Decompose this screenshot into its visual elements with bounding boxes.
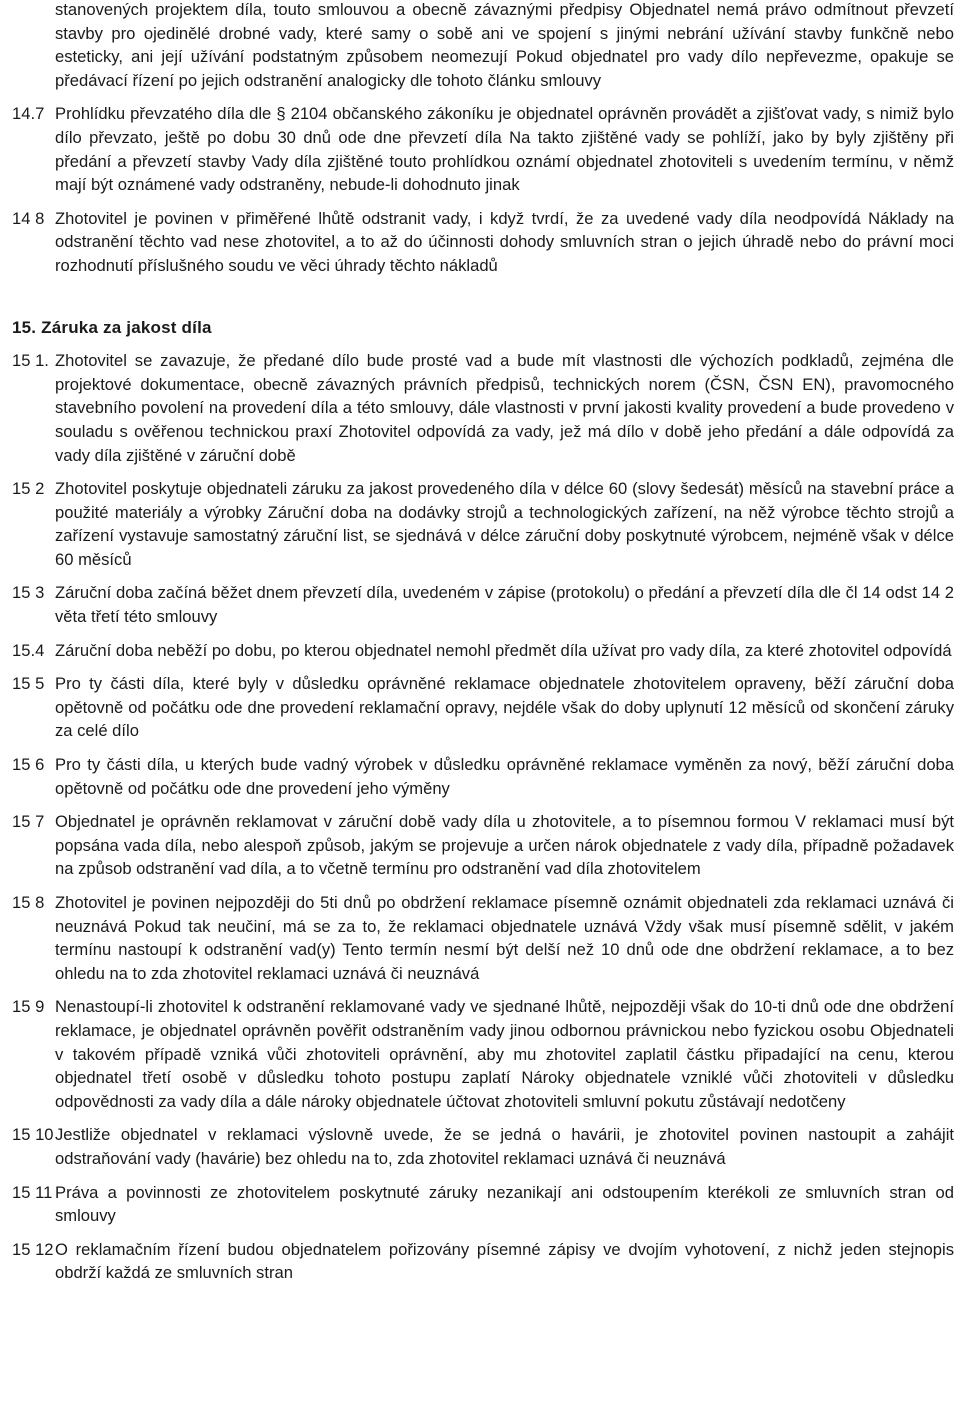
paragraph-number: 15 11 <box>12 1182 53 1202</box>
section-14-paragraphs <box>12 102 954 277</box>
paragraph-number: 15 9 <box>12 997 45 1017</box>
paragraph-text: Prohlídku převzatého díla dle § 2104 občanského zákoníku je objednatel oprávněn provádět a zjišťovat vady, s nimiž bylo dílo převzato, ještě po dobu 30 dnů ode dne převzetí díla Na takto zjištěné vady se pohlíží, jako by byly zjištěny při předání a převzetí stavby Vady díla zjištěné touto prohlídkou oznámí objednatel zhotoviteli s uvedením termínu, v němž mají být oznámené vady odstraněny, nebude-li dohodnuto jinak <box>55 104 954 195</box>
paragraph-text: Záruční doba začíná běžet dnem převzetí díla, uvedeném v zápise (protokolu) o předání a převzetí díla dle čl 14 odst 14 2 věta třetí této smlouvy <box>55 583 954 627</box>
paragraph-number: 15 2 <box>12 479 45 499</box>
paragraph-15-4 <box>12 639 954 663</box>
paragraph-number: 15.4 <box>12 640 45 660</box>
paragraph-15-6 <box>12 753 954 800</box>
paragraph-text: Zhotovitel je povinen v přiměřené lhůtě odstranit vady, i když tvrdí, že za uvedené vady díla neodpovídá Náklady na odstranění těchto vad nese zhotovitel, a to až do účinnosti dohody smluvních stran o jejich úhradě nebo do právní moci rozhodnutí příslušného soudu ve věci úhrady těchto nákladů <box>55 208 954 275</box>
paragraph-number: 15 1. <box>12 351 49 371</box>
paragraph-number: 15 12 <box>12 1239 54 1259</box>
paragraph-15-12 <box>12 1238 954 1285</box>
paragraph-text: Práva a povinnosti ze zhotovitelem poskytnuté záruky nezanikají ani odstoupením kterékoli ze smluvních stran od smlouvy <box>55 1182 954 1226</box>
paragraph-text: Jestliže objednatel v reklamaci výslovně uvede, že se jedná o havárii, je zhotovitel povinen nastoupit a zahájit odstraňování vady (havárie) bez ohledu na to, zda zhotovitel reklamaci uznává či neuznává <box>55 1125 954 1168</box>
paragraph-text: Objednatel je oprávněn reklamovat v záruční době vady díla u zhotovitele, a to písemnou formou V reklamaci musí být popsána vada díla, nebo alespoň způsob, jakým se projevuje a určen nárok objednatele z vady díla, případně požadavek na způsob odstranění vad díla, a to včetně termínu pro odstranění vad díla zhotovitelem <box>55 812 954 879</box>
paragraph-number: 15 3 <box>12 583 45 603</box>
paragraph-15-11 <box>12 1181 954 1228</box>
paragraph-15-8 <box>12 891 954 985</box>
paragraph-15-1 <box>12 349 954 467</box>
paragraph-number: 15 7 <box>12 812 45 832</box>
paragraph-15-9 <box>12 995 954 1113</box>
paragraph-14-7 <box>12 102 954 196</box>
paragraph-text: Záruční doba neběží po dobu, po kterou objednatel nemohl předmět díla užívat pro vady díla, za které zhotovitel odpovídá <box>55 640 952 660</box>
paragraph-text: O reklamačním řízení budou objednatelem pořizovány písemné zápisy ve dvojím vyhotovení, z nichž jeden stejnopis obdrží každá ze smluvních stran <box>55 1239 954 1283</box>
paragraph-14-8 <box>12 207 954 278</box>
section-15-paragraphs <box>12 349 954 1285</box>
paragraph-15-2 <box>12 477 954 571</box>
paragraph-15-10 <box>12 1123 954 1170</box>
paragraph-15-7 <box>12 810 954 881</box>
paragraph-text: Pro ty části díla, u kterých bude vadný výrobek v důsledku oprávněné reklamace vyměněn za nový, běží záruční doba opětovně od počátku ode dne provedení jeho výměny <box>55 755 954 798</box>
paragraph-number: 15 8 <box>12 893 45 912</box>
section-15-heading: 15. Záruka za jakost díla <box>12 317 212 337</box>
paragraph-text: Pro ty části díla, které byly v důsledku oprávněné reklamace objednatele zhotovitelem opraveny, běží záruční doba opětovně od počátku ode dne provedení reklamační opravy, nejdéle však do doby uplynutí 12 měsíců od skončení záruky za celé dílo <box>55 674 954 741</box>
paragraph-number: 14 8 <box>12 208 45 228</box>
paragraph-number: 15 6 <box>12 755 45 775</box>
paragraph-text: Nenastoupí-li zhotovitel k odstranění reklamované vady ve sjednané lhůtě, nejpozději však do 10-ti dnů ode dne obdržení reklamace, je objednatel oprávněn pověřit odstraněním vady jinou odbornou právnickou nebo fyzickou osobu Objednateli v takovém případě vzniká vůči zhotoviteli oprávnění, aby mu zhotovitel zaplatil částku připadající na cenu, kterou objednatel třetí osobě v důsledku tohoto postupu zaplatí Nároky objednatele vzniklé vůči zhotoviteli v důsledku odpovědnosti za vady díla a dále nároky objednatele účtovat zhotoviteli smluvní pokutu zůstávají nedotčeny <box>55 997 954 1111</box>
paragraph-number: 15 5 <box>12 674 45 694</box>
paragraph-number: 14.7 <box>12 104 45 124</box>
paragraph-text: Zhotovitel poskytuje objednateli záruku za jakost provedeného díla v délce 60 (slovy šedesát) měsíců na stavební práce a použité materiály a výrobky Záruční doba na dodávky strojů a technologických zařízení, na něž výrobce těchto strojů a zařízení vystavuje samostatný záruční list, se sjednává v délce záruční doby poskytnuté výrobcem, nejméně však v délce 60 měsíců <box>55 479 954 569</box>
paragraph-text: Zhotovitel se zavazuje, že předané dílo bude prosté vad a bude mít vlastnosti dle výchozích podkladů, zejména dle projektové dokumentace, obecně závazných právních předpisů, technických norem (ČSN, ČSN EN), pravomocného stavebního povolení na provedení díla a této smlouvy, dále vlastnosti v první jakosti kvality provedení a bude provedeno v souladu s ověřenou technickou praxí Zhotovitel odpovídá za vady, jež má dílo v době jeho předání a dále odpovídá za vady díla zjištěné v záruční době <box>55 351 954 465</box>
paragraph-number: 15 10 <box>12 1125 54 1145</box>
intro-paragraph: stanovených projektem díla, touto smlouvou a obecně závaznými předpisy Objednatel nemá právo odmítnout převzetí stavby pro ojedinělé drobné vady, které samy o sobě ani ve spojení s jinými nebrání užívání stavby funkčně nebo esteticky, ani její užívání podstatným způsobem neomezují Pokud objednatel pro vady dílo nepřevezme, opakuje se předávací řízení po jejich odstranění analogicky dle tohoto článku smlouvy <box>55 0 954 90</box>
paragraph-15-5 <box>12 672 954 743</box>
paragraph-15-3 <box>12 581 954 628</box>
paragraph-text: Zhotovitel je povinen nejpozději do 5ti dnů po obdržení reklamace písemně oznámit objednateli zda reklamaci uznává či neuznává Pokud tak neučiní, má se za to, že reklamaci objednatele uznává Vždy však musí písemně sdělit, v jakém termínu nastoupí k odstranění vad(y) Tento termín nesmí být delší než 10 dnů ode dne obdržení reklamace, a to bez ohledu na to zda zhotovitel reklamaci uznává či neuznává <box>55 893 954 983</box>
